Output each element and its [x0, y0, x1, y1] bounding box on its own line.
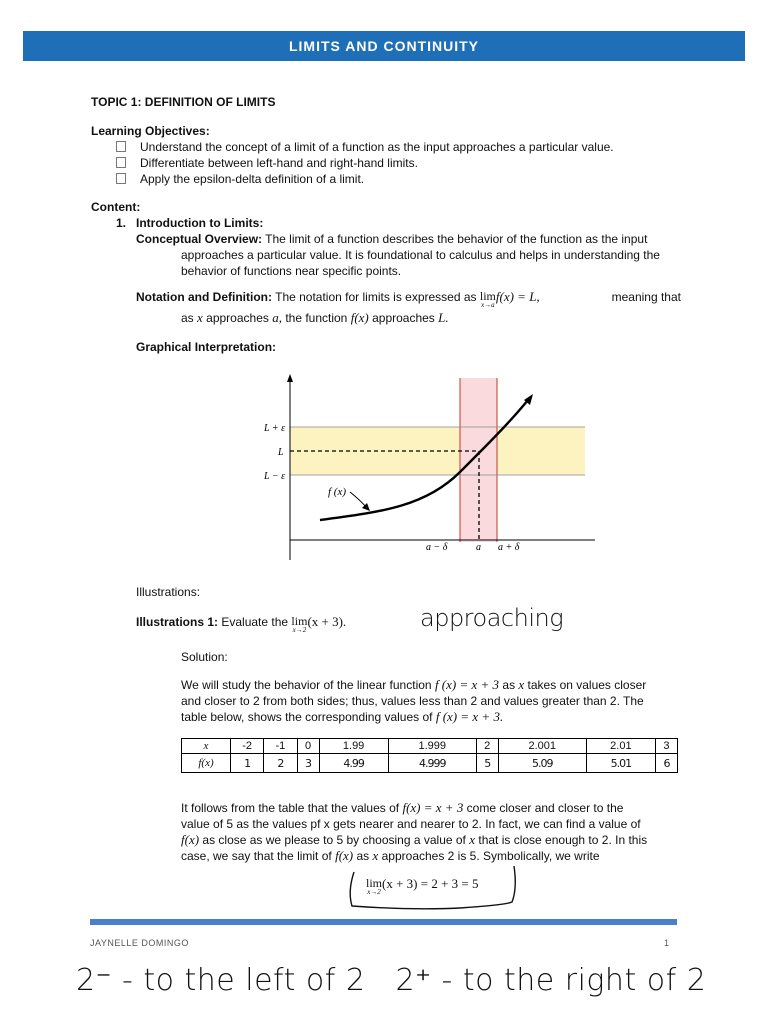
objective-item: Understand the concept of a limit of a function as the input approaches a particular value. [116, 140, 614, 154]
x-label-a-minus-delta: a − δ [426, 542, 448, 553]
graphical-heading: Graphical Interpretation: [136, 340, 277, 354]
table-cell: 2.001 [498, 739, 586, 754]
table-cell-handwritten: 2 [264, 754, 297, 773]
table-cell-handwritten: 5.01 [586, 754, 655, 773]
illustrations-heading: Illustrations: [136, 585, 201, 599]
table-cell: 0 [297, 739, 319, 754]
limit-notation: lim x→2 [366, 876, 383, 896]
table-row [182, 739, 678, 754]
limit-graph [250, 372, 610, 562]
table-cell: 3 [655, 739, 677, 754]
y-label-L-minus-epsilon: L − ε [264, 471, 286, 482]
footer-author: JAYNELLE DOMINGO [90, 938, 189, 948]
table-cell-handwritten: 4.99 [319, 754, 388, 773]
x-label-a-plus-delta: a + δ [498, 542, 520, 553]
page-banner: LIMITS AND CONTINUITY [23, 31, 745, 61]
curve-label: f (x) [328, 486, 347, 498]
solution-line: and closer to 2 from both sides; thus, values less than 2 and values greater than 2. The [181, 694, 644, 708]
illustration-1: Illustrations 1: Evaluate the lim x→2 (x + 3). [136, 614, 347, 634]
table-row [182, 754, 678, 773]
content-heading: Content: [91, 200, 141, 214]
notation-line-2: as x approaches a, the function f(x) approaches L. [181, 310, 449, 325]
handwritten-bottom-note: 2⁻ - to the left of 2 2⁺ - to the right of 2 [76, 963, 707, 998]
page-number: 1 [664, 938, 670, 948]
table-cell-handwritten: 4.999 [388, 754, 476, 773]
table-cell: 1.999 [388, 739, 476, 754]
x-label-a: a [476, 542, 481, 553]
table-header-x: x [182, 739, 231, 754]
table-cell: 2 [476, 739, 498, 754]
checkbox-bullet-icon [116, 157, 126, 168]
notation-definition: Notation and Definition: The notation for limits is expressed as lim x→a f(x) = L, meaning that [136, 289, 681, 309]
table-header-fx: f(x) [182, 754, 231, 773]
objective-item: Apply the epsilon-delta definition of a limit. [116, 172, 364, 186]
table-cell: -1 [264, 739, 297, 754]
table-cell-handwritten: 5.09 [498, 754, 586, 773]
follow-line: case, we say that the limit of f(x) as x approaches 2 is 5. Symbolically, we write [181, 848, 600, 863]
handwritten-bracket [340, 862, 530, 914]
y-label-L: L [278, 447, 284, 458]
overview-line: approaches a particular value. It is foundational to calculus and helps in understanding the [181, 248, 660, 262]
checkbox-bullet-icon [116, 141, 126, 152]
table-cell: 1.99 [319, 739, 388, 754]
checkbox-bullet-icon [116, 173, 126, 184]
limit-notation: lim x→2 [291, 614, 308, 634]
topic-title: TOPIC 1: DEFINITION OF LIMITS [91, 95, 276, 109]
limit-notation: lim x→a [479, 289, 496, 309]
solution-line: We will study the behavior of the linear function f (x) = x + 3 as x takes on values closer [181, 677, 647, 692]
handwritten-note: approaching [420, 604, 564, 632]
table-cell-handwritten: 6 [655, 754, 677, 773]
footer-bar [90, 919, 677, 925]
objectives-heading: Learning Objectives: [91, 124, 210, 138]
table-cell-handwritten: 1 [231, 754, 264, 773]
values-table [181, 738, 678, 773]
table-cell-handwritten: 3 [297, 754, 319, 773]
solution-line: table below, shows the corresponding values of f (x) = x + 3. [181, 709, 504, 724]
section-number: 1. [116, 216, 127, 230]
table-cell-handwritten: 5 [476, 754, 498, 773]
y-label-L-plus-epsilon: L + ε [264, 423, 286, 434]
objective-item: Differentiate between left-hand and right-hand limits. [116, 156, 418, 170]
final-limit-equation: lim x→2 (x + 3) = 2 + 3 = 5 [366, 876, 479, 896]
section-title: Introduction to Limits: [136, 216, 264, 230]
follow-line: f(x) as close as we please to 5 by choosing a value of x that is close enough to 2. In this [181, 832, 648, 847]
overview-line: behavior of functions near specific points. [181, 264, 402, 278]
follow-line: value of 5 as the values pf x gets nearer and nearer to 2. In fact, we can find a value of [181, 817, 641, 831]
solution-label: Solution: [181, 650, 228, 664]
follow-line: It follows from the table that the values of f(x) = x + 3 come closer and closer to the [181, 800, 624, 815]
conceptual-overview: Conceptual Overview: The limit of a function describes the behavior of the function as the input [136, 232, 648, 246]
table-cell: 2.01 [586, 739, 655, 754]
table-cell: -2 [231, 739, 264, 754]
y-axis-arrow-icon [287, 374, 293, 382]
